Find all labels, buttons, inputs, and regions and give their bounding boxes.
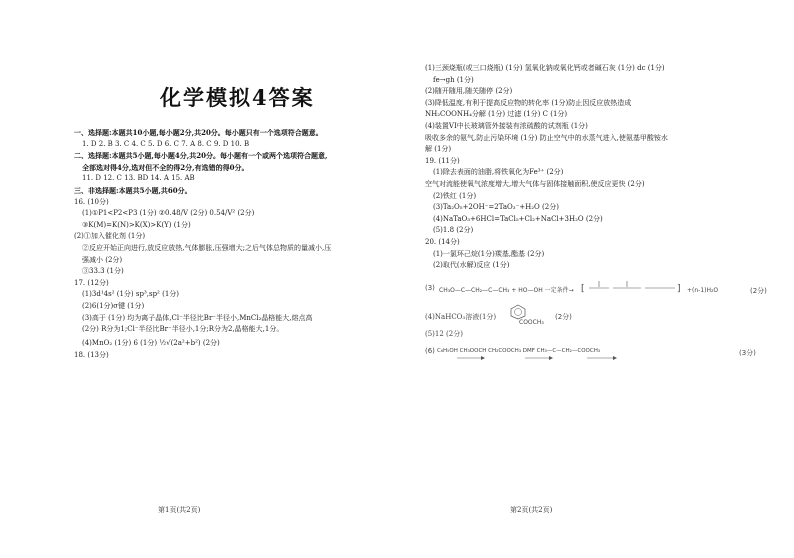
section-heading: 三、非选择题:本题共5小题,共60分。 — [74, 185, 192, 195]
answer-line: (2)取代(水解)反应 (1分) — [433, 261, 510, 270]
answer-line: (4)MnO₂ (1分) 6 (1分) ½√(2a²+b²) (2分) — [82, 338, 220, 347]
eq6-label: (6) — [425, 347, 435, 355]
answer-line: (1)三颈烧瓶(或三口烧瓶) (1分) 氢氧化钠或氧化钙或者碱石灰 (1分) dc (1分) — [425, 64, 665, 72]
answer-line: (2)随开随用,随关随停 (2分) — [425, 87, 513, 96]
answer-line: 解 (1分) — [425, 145, 452, 154]
answer-line: ③33.3 (1分) — [82, 267, 124, 276]
question-number: 20. (14分) — [425, 237, 460, 246]
question-number: 17. (12分) — [74, 278, 109, 287]
answer-line: (3)高于 (1分) 均为离子晶体,Cl⁻半径比Br⁻半径小,MnCl₂晶格能大,熔点高 — [82, 313, 313, 322]
answer-line: (5)1.8 (2分) — [433, 226, 474, 235]
answer-4: (4)NaHCO₃溶液(1分) — [425, 313, 497, 321]
section-heading: 一、选择题:本题共10小题,每小题2分,共20分。每小题只有一个选项符合题意。 — [74, 128, 323, 137]
page-footer: 第2页(共2页) — [510, 506, 553, 514]
answer-line: 强减小 (2分) — [82, 255, 123, 264]
eq3-label: (3) — [425, 284, 435, 292]
answer-line: NH₂COONH₄分解 (1分) 过滤 (1分) C (1分) — [425, 110, 568, 119]
page-1-answers — [74, 127, 389, 361]
page-2 — [397, 0, 794, 558]
eq3-left: CH₃O—C—CH₂—C—CH₃ + HO—OH 一定条件→ — [439, 287, 574, 294]
answer-line: 空气对流能使氧气浓度增大,增大气体与固体接触面积,使反应更快 (2分) — [425, 179, 645, 188]
answer-line: (4)装置VI中长玻璃管外接装有浓硫酸的试剂瓶 (1分) — [425, 121, 588, 130]
page-2-answers — [425, 63, 785, 272]
eq6-scheme: C₆H₅OH CH₃OOCH CH₂COOCH₃ DMF CH₃—C—CH₂—COOCH₃ — [437, 348, 601, 354]
eq3-right: +(n-1)H₂O — [687, 287, 719, 294]
svg-text:[: [ — [581, 284, 585, 294]
eq6-score: (3分) — [739, 349, 756, 357]
answer-line: (1)一氯环己烷(1分)羰基,酯基 (2分) — [433, 249, 545, 258]
answer-line: (3)降低温度,有利于提高反应物的转化率 (1分)防止因反应放热造成 — [425, 98, 632, 107]
answer-line: 吸收多余的氨气,防止污染环境 (1分) 防止空气中的水蒸气进入,使氨基甲酸铵水 — [425, 133, 668, 142]
svg-text:]: ] — [677, 284, 681, 294]
answer-line: (4)NaTaO₃+6HCl=TaCl₅+Cl₂+NaCl+3H₂O (2分) — [433, 214, 603, 223]
answer-4-score: (2分) — [555, 313, 572, 321]
answer-line: ③K(M)=K(N)>K(X)>K(Y) (1分) — [82, 220, 191, 229]
answer-line: fe→gh (1分) — [433, 75, 474, 84]
answer-line: (1)3d¹4s² (1分) sp³,sp² (1分) — [82, 290, 179, 299]
answer-line: ②反应开始正向进行,放反应放热,气体膨胀,压强增大;之后气体总物质的量减小,压 — [82, 243, 332, 252]
page-footer: 第1页(共2页) — [158, 506, 201, 514]
answer-title: 化学模拟4答案 — [160, 85, 315, 110]
section-heading-cont: 全部选对得4分,选对但不全的得2分,有选错的得0分。 — [82, 162, 249, 172]
synthesis-arrows — [437, 354, 637, 366]
question-number: 19. (11分) — [425, 156, 460, 165]
answer-line: (2)①加入催化剂 (1分) — [74, 232, 146, 241]
answer-line: 1. D 2. B 3. C 4. C 5. D 6. C 7. A 8. C 9. D 10. B — [82, 139, 250, 148]
answer-4-struct: COOCH₃ — [519, 319, 544, 326]
eq3-score: (2分) — [750, 287, 767, 295]
answer-line: (2分) R分为1;Cl⁻半径比Br⁻半径小,1分;R分为2,晶格能大,1分。 — [82, 325, 284, 334]
question-number: 16. (10分) — [74, 197, 109, 206]
answer-line: (2)6(1分)σ键 (1分) — [82, 301, 145, 310]
question-number: 18. (13分) — [74, 350, 109, 359]
section-heading: 二、选择题:本题共5小题,每小题4分,共20分。每小题有一个或两个选项符合题意, — [74, 151, 328, 161]
benzene-ring-icon — [509, 304, 527, 320]
answer-line: (1)除去表面的油脂,将铁氧化为Fe³⁺ (2分) — [433, 168, 564, 177]
answer-line: 11. D 12. C 13. BD 14. A 15. AB — [82, 174, 195, 183]
answer-line: (2)铁红 (1分) — [433, 191, 477, 200]
answer-5: (5)12 (2分) — [425, 330, 463, 338]
polymer-structure — [579, 278, 689, 300]
answer-line: (3)Ta₂O₅+2OH⁻=2TaO₃⁻+H₂O (2分) — [433, 203, 559, 212]
answer-line: (1)①P1<P2<P3 (1分) ②0.48/V (2分) 0.54/V² (2分) — [82, 209, 255, 218]
